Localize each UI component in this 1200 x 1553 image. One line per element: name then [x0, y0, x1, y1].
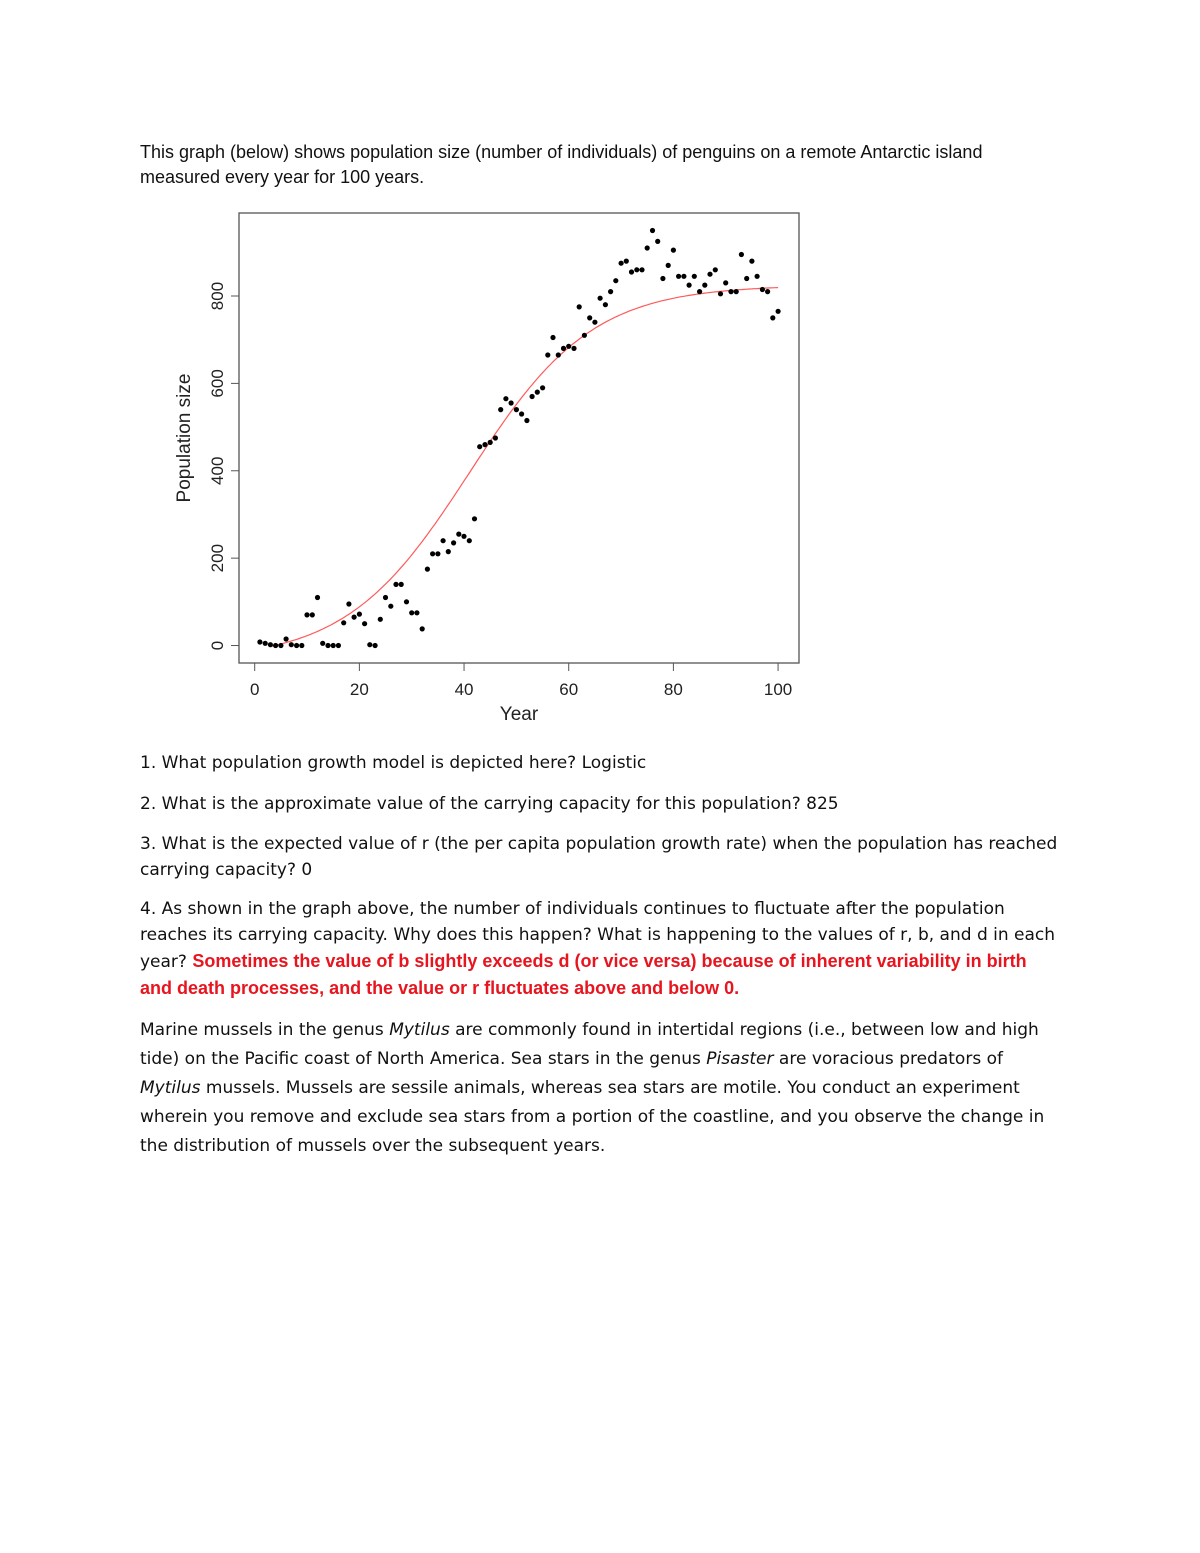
para-part-4: mussels. Mussels are sessile animals, whereas sea stars are motile. You conduct an experiment wherein you remove and exclude sea stars from a portion of the coastline, and you observe the change in the distribution of mussels over the subsequent years.: [140, 1078, 1045, 1156]
x-tick-label: 0: [249, 680, 260, 699]
data-point: [587, 315, 592, 320]
x-axis: [250, 663, 792, 699]
x-tick-label: 60: [559, 680, 579, 699]
data-point: [660, 276, 665, 281]
data-point: [577, 304, 582, 309]
data-point: [393, 582, 398, 587]
data-point: [388, 604, 393, 609]
data-point: [378, 617, 383, 622]
data-point: [509, 400, 514, 405]
data-point: [744, 276, 749, 281]
data-point: [310, 612, 315, 617]
data-point: [566, 344, 571, 349]
data-point: [278, 643, 283, 648]
data-point: [749, 259, 754, 264]
x-axis-label: Year: [499, 704, 539, 725]
data-point: [352, 615, 357, 620]
plot-area: [257, 228, 780, 648]
data-point: [770, 315, 775, 320]
x-tick-label: 80: [663, 680, 683, 699]
data-point: [760, 287, 765, 292]
data-point: [728, 289, 733, 294]
genus-pisaster: Pisaster: [706, 1049, 774, 1069]
data-point: [707, 272, 712, 277]
y-axis-label: Population size: [174, 373, 195, 503]
data-point: [598, 296, 603, 301]
data-point: [320, 641, 325, 646]
data-point: [331, 643, 336, 648]
data-point: [739, 252, 744, 257]
intro-text: This graph (below) shows population size (number of individuals) of penguins on a remote Antarctic island measured every year for 100 years.: [140, 142, 983, 187]
data-point: [561, 346, 566, 351]
question-1: 1. What population growth model is depicted here? Logistic: [140, 753, 647, 773]
data-point: [498, 407, 503, 412]
data-point: [697, 289, 702, 294]
data-point: [456, 532, 461, 537]
data-point: [624, 259, 629, 264]
question-3: 3. What is the expected value of r (the per capita population growth rate) when the population has reached carrying capacity? 0: [140, 834, 1058, 880]
data-point: [639, 267, 644, 272]
data-point: [613, 278, 618, 283]
y-axis: [208, 282, 239, 650]
data-point: [545, 352, 550, 357]
data-point: [477, 444, 482, 449]
data-point: [503, 396, 508, 401]
data-point: [608, 289, 613, 294]
data-point: [304, 612, 309, 617]
genus-mytilus-2: Mytilus: [140, 1078, 201, 1098]
data-point: [524, 418, 529, 423]
data-point: [263, 641, 268, 646]
data-point: [582, 333, 587, 338]
data-point: [362, 621, 367, 626]
data-point: [734, 289, 739, 294]
data-point: [681, 274, 686, 279]
data-point: [550, 335, 555, 340]
data-point: [404, 599, 409, 604]
data-point: [357, 612, 362, 617]
data-point: [493, 435, 498, 440]
data-point: [603, 302, 608, 307]
data-point: [451, 540, 456, 545]
data-point: [346, 601, 351, 606]
data-point: [383, 595, 388, 600]
data-point: [325, 643, 330, 648]
data-points: [257, 228, 780, 648]
data-point: [399, 582, 404, 587]
data-point: [540, 385, 545, 390]
data-point: [755, 274, 760, 279]
mussel-paragraph: [140, 1016, 1060, 1161]
genus-mytilus: Mytilus: [389, 1020, 450, 1040]
data-point: [425, 567, 430, 572]
data-point: [535, 390, 540, 395]
data-point: [414, 610, 419, 615]
plot-frame: [239, 213, 799, 663]
data-point: [592, 320, 597, 325]
x-tick-label: 100: [763, 680, 793, 699]
data-point: [284, 636, 289, 641]
x-tick-label: 20: [349, 680, 369, 699]
data-point: [420, 626, 425, 631]
data-point: [268, 642, 273, 647]
data-point: [666, 263, 671, 268]
para-part-3: are voracious predators of: [773, 1049, 1003, 1069]
data-point: [687, 283, 692, 288]
data-point: [571, 346, 576, 351]
data-point: [519, 411, 524, 416]
data-point: [441, 538, 446, 543]
question-4: [140, 896, 1060, 1002]
para-part-2: are commonly found in intertidal regions (i.e., between low and high tide) on the Pacific coast of North America. Sea stars in the genus: [140, 1020, 1039, 1069]
data-point: [409, 610, 414, 615]
data-point: [530, 394, 535, 399]
data-point: [273, 643, 278, 648]
data-point: [692, 274, 697, 279]
y-tick-label: 0: [208, 640, 227, 651]
question-2: 2. What is the approximate value of the carrying capacity for this population? 825: [140, 794, 839, 814]
data-point: [430, 551, 435, 556]
data-point: [341, 620, 346, 625]
data-point: [482, 442, 487, 447]
data-point: [373, 643, 378, 648]
data-point: [461, 534, 466, 539]
y-tick-label: 800: [208, 281, 227, 311]
logistic-fit-curve: [270, 288, 778, 647]
data-point: [299, 643, 304, 648]
question-4-answer: Sometimes the value of b slightly exceeds d (or vice versa) because of inherent variability in birth and death processes, and the value or r fluctuates above and below 0.: [140, 951, 1027, 998]
question-4-text: 4. As shown in the graph above, the number of individuals continues to fluctuate after the population reaches its carrying capacity. Why does this happen? What is happening to the values of r, b, and d in each year?: [140, 899, 1056, 972]
para-part-1: Marine mussels in the genus: [140, 1020, 390, 1040]
data-point: [488, 440, 493, 445]
data-point: [435, 551, 440, 556]
data-point: [671, 248, 676, 253]
population-chart: [160, 205, 820, 735]
data-point: [645, 245, 650, 250]
data-point: [556, 352, 561, 357]
y-tick-label: 600: [208, 369, 227, 398]
data-point: [294, 643, 299, 648]
data-point: [723, 280, 728, 285]
data-point: [702, 283, 707, 288]
data-point: [619, 261, 624, 266]
data-point: [629, 269, 634, 274]
data-point: [765, 289, 770, 294]
data-point: [257, 639, 262, 644]
data-point: [446, 549, 451, 554]
data-point: [472, 516, 477, 521]
data-point: [336, 643, 341, 648]
data-point: [467, 538, 472, 543]
data-point: [776, 309, 781, 314]
y-tick-label: 400: [208, 456, 227, 485]
data-point: [650, 228, 655, 233]
data-point: [713, 267, 718, 272]
data-point: [514, 407, 519, 412]
data-point: [718, 291, 723, 296]
data-point: [367, 642, 372, 647]
data-point: [676, 274, 681, 279]
x-tick-label: 40: [454, 680, 474, 699]
data-point: [289, 642, 294, 647]
y-tick-label: 200: [208, 543, 227, 573]
data-point: [655, 239, 660, 244]
data-point: [634, 267, 639, 272]
data-point: [315, 595, 320, 600]
